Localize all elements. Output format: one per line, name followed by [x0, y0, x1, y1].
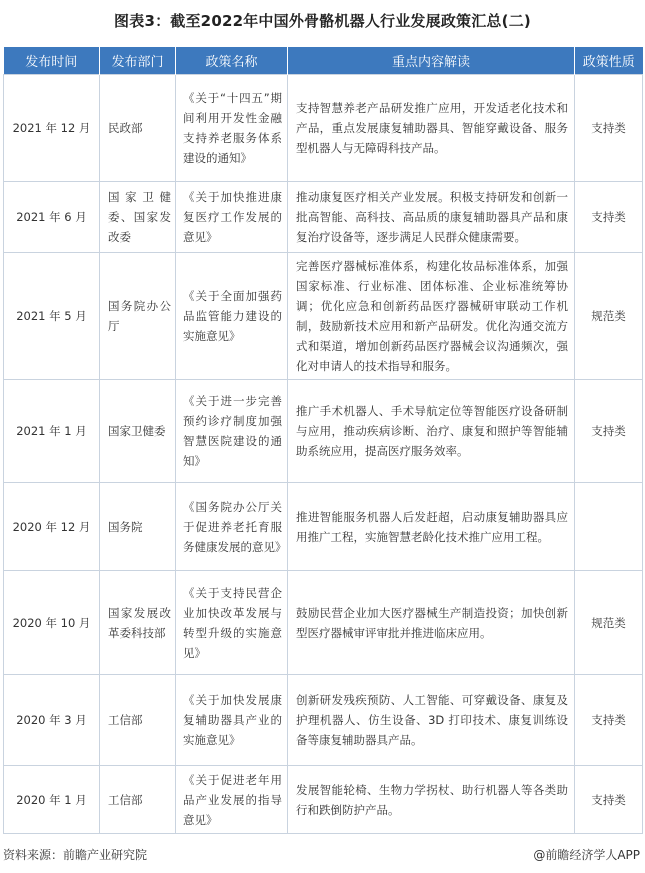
cell-date: 2021 年 12 月 — [4, 75, 100, 182]
source-note: 资料来源：前瞻产业研究院 — [3, 848, 148, 862]
table-row — [4, 253, 643, 380]
cell-nature — [575, 483, 643, 571]
table-row — [4, 766, 643, 834]
cell-date: 2021 年 6 月 — [4, 182, 100, 253]
table-row — [4, 571, 643, 675]
cell-dept: 国务院 — [100, 483, 176, 571]
cell-policy-name: 《关于加快发展康复辅助器具产业的实施意见》 — [176, 675, 288, 766]
cell-content: 推动康复医疗相关产业发展。积极支持研发和创新一批高智能、高科技、高品质的康复辅助器具产品和康复治疗设备等，逐步满足人民群众健康需要。 — [288, 182, 575, 253]
cell-date: 2020 年 3 月 — [4, 675, 100, 766]
cell-content: 推广手术机器人、手术导航定位等智能医疗设备研制与应用，推动疾病诊断、治疗、康复和照护等智能辅助系统应用，提高医疗服务效率。 — [288, 380, 575, 483]
header-name: 政策名称 — [176, 47, 288, 75]
cell-date: 2020 年 12 月 — [4, 483, 100, 571]
cell-nature: 支持类 — [575, 380, 643, 483]
cell-dept: 国家卫健委、国家发改委 — [100, 182, 176, 253]
table-row — [4, 380, 643, 483]
cell-policy-name: 《国务院办公厅关于促进养老托育服务健康发展的意见》 — [176, 483, 288, 571]
header-dept: 发布部门 — [100, 47, 176, 75]
cell-content: 推进智能服务机器人后发赶超，启动康复辅助器具应用推广工程，实施智慧老龄化技术推广应用工程。 — [288, 483, 575, 571]
cell-policy-name: 《关于“十四五”期间利用开发性金融支持养老服务体系建设的通知》 — [176, 75, 288, 182]
cell-dept: 国务院办公厅 — [100, 253, 176, 380]
cell-dept: 工信部 — [100, 675, 176, 766]
header-nature: 政策性质 — [575, 47, 643, 75]
table-row — [4, 675, 643, 766]
table-row — [4, 75, 643, 182]
cell-policy-name: 《关于支持民营企业加快改革发展与转型升级的实施意见》 — [176, 571, 288, 675]
cell-date: 2021 年 5 月 — [4, 253, 100, 380]
cell-nature: 规范类 — [575, 253, 643, 380]
cell-content: 完善医疗器械标准体系，构建化妆品标准体系，加强国家标准、行业标准、团体标准、企业标准统筹协调；优化应急和创新药品医疗器械研审联动工作机制，鼓励新技术应用和新产品研发。优化沟通交流方式和渠道，增加创新药品医疗器械会议沟通频次，强化对申请人的技术指导和服务。 — [288, 253, 575, 380]
header-date: 发布时间 — [4, 47, 100, 75]
cell-dept: 国家卫健委 — [100, 380, 176, 483]
cell-content: 鼓励民营企业加大医疗器械生产制造投资；加快创新型医疗器械审评审批并推进临床应用。 — [288, 571, 575, 675]
cell-dept: 工信部 — [100, 766, 176, 834]
cell-policy-name: 《关于进一步完善预约诊疗制度加强智慧医院建设的通知》 — [176, 380, 288, 483]
cell-nature: 支持类 — [575, 75, 643, 182]
cell-content: 发展智能轮椅、生物力学拐杖、助行机器人等各类助行和跌倒防护产品。 — [288, 766, 575, 834]
brand-credit: @前瞻经济学人APP — [533, 848, 640, 862]
cell-nature: 支持类 — [575, 182, 643, 253]
policy-table — [3, 47, 643, 834]
cell-dept: 民政部 — [100, 75, 176, 182]
cell-nature: 规范类 — [575, 571, 643, 675]
cell-date: 2021 年 1 月 — [4, 380, 100, 483]
header-content: 重点内容解读 — [288, 47, 575, 75]
cell-content: 支持智慧养老产品研发推广应用，开发适老化技术和产品，重点发展康复辅助器具、智能穿戴设备、服务型机器人与无障碍科技产品。 — [288, 75, 575, 182]
cell-nature: 支持类 — [575, 766, 643, 834]
cell-dept: 国家发展改革委科技部 — [100, 571, 176, 675]
table-header-row — [4, 47, 643, 75]
cell-policy-name: 《关于促进老年用品产业发展的指导意见》 — [176, 766, 288, 834]
table-row — [4, 182, 643, 253]
cell-date: 2020 年 10 月 — [4, 571, 100, 675]
table-row — [4, 483, 643, 571]
cell-content: 创新研发残疾预防、人工智能、可穿戴设备、康复及护理机器人、仿生设备、3D 打印技术、康复训练设备等康复辅助器具产品。 — [288, 675, 575, 766]
cell-policy-name: 《关于加快推进康复医疗工作发展的意见》 — [176, 182, 288, 253]
cell-policy-name: 《关于全面加强药品监管能力建设的实施意见》 — [176, 253, 288, 380]
cell-nature: 支持类 — [575, 675, 643, 766]
chart-title: 图表3：截至2022年中国外骨骼机器人行业发展政策汇总(二) — [114, 12, 531, 30]
cell-date: 2020 年 1 月 — [4, 766, 100, 834]
